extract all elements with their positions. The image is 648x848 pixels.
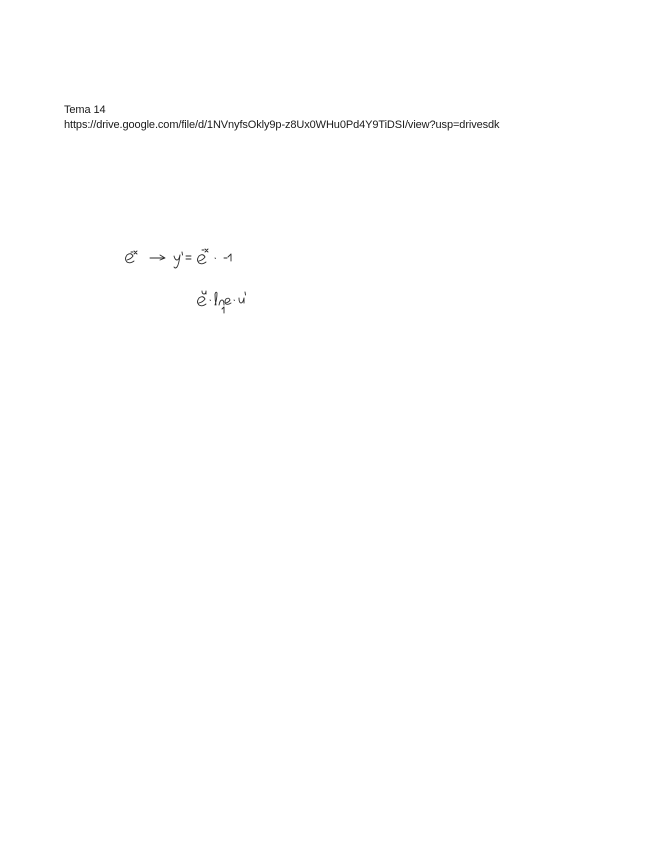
handwritten-stroke <box>202 291 206 294</box>
handwritten-stroke <box>219 300 224 305</box>
handwritten-stroke <box>245 292 246 295</box>
equation-line-2 <box>198 291 246 313</box>
page-title: Tema 14 <box>64 104 106 116</box>
handwritten-stroke <box>126 254 135 263</box>
handwritten-stroke <box>134 251 137 254</box>
handwritten-stroke <box>215 292 217 305</box>
handwritten-stroke <box>198 255 207 264</box>
handwritten-stroke <box>150 255 165 260</box>
drive-link[interactable]: https://drive.google.com/file/d/1NVnyfsOkly9p-z8Ux0WHu0Pd4Y9TiDSI/view?usp=drivesdk <box>64 119 500 131</box>
handwritten-stroke <box>225 298 231 304</box>
handwritten-stroke <box>205 249 208 252</box>
page-header <box>64 103 499 133</box>
handwritten-stroke <box>198 297 207 306</box>
equation-line-1 <box>126 249 232 268</box>
handwritten-stroke <box>228 254 231 261</box>
handwritten-stroke <box>239 298 244 303</box>
handwritten-stroke <box>174 255 180 268</box>
handwritten-stroke <box>186 256 191 259</box>
handwritten-stroke <box>182 252 183 255</box>
handwritten-stroke <box>222 307 224 313</box>
